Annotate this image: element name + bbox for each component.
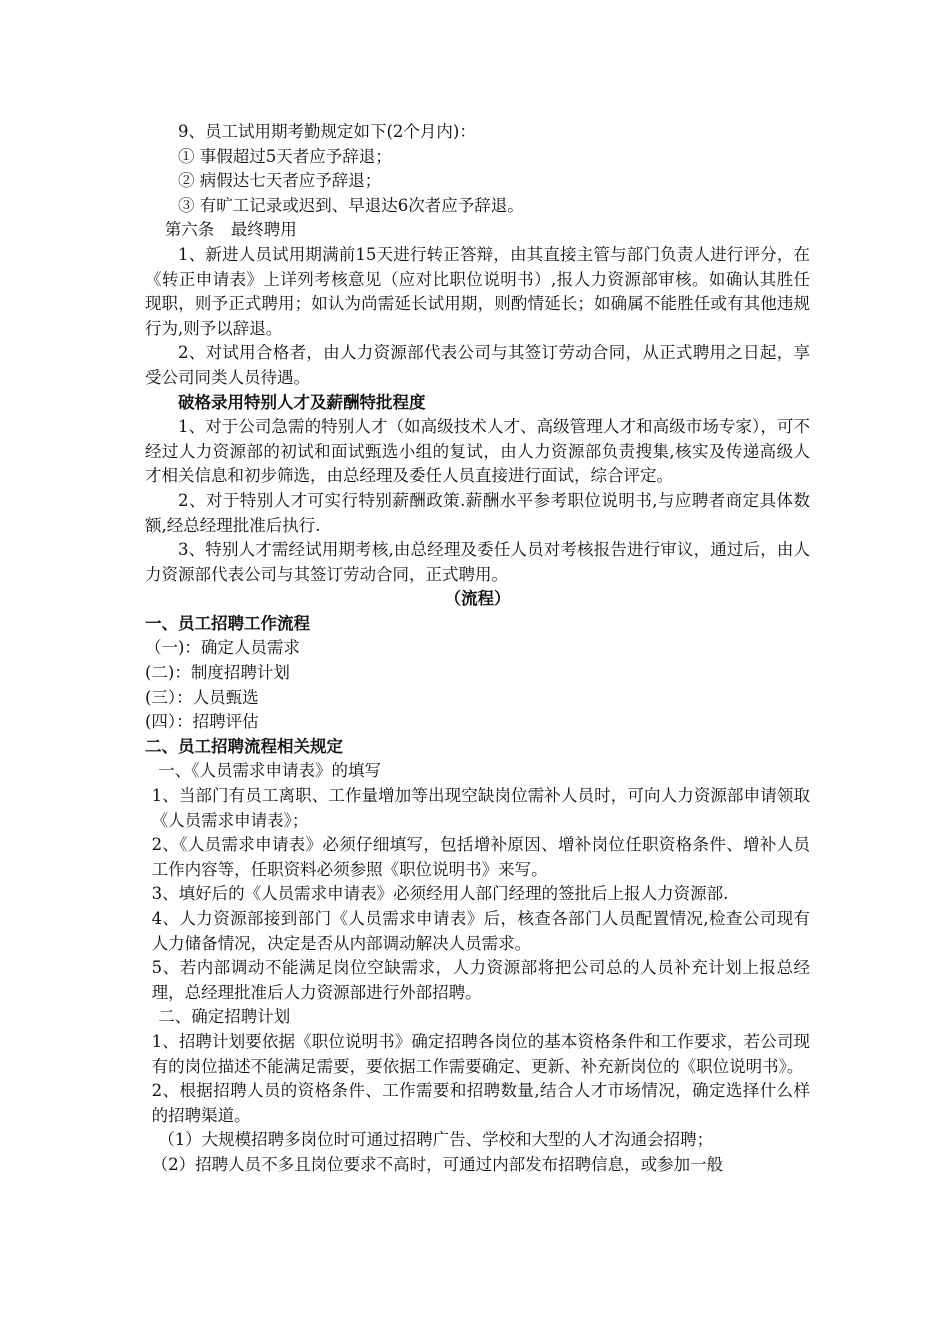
subsection-1-item-4: 4、人力资源部接到部门《人员需求申请表》后，核查各部门人员配置情况,检查公司现有人力储备情况，决定是否从内部调动解决人员需求。 [151, 909, 810, 953]
step-4: (四）：招聘评估 [145, 712, 259, 732]
step-2: (二)：制度招聘计划 [145, 663, 290, 683]
step-1: （一)：确定人员需求 [145, 638, 300, 658]
section-2-heading: 二、员工招聘流程相关规定 [145, 736, 343, 756]
step-3: (三）：人员甄选 [145, 687, 259, 707]
article-6-heading: 第六条 最终聘用 [164, 220, 297, 240]
channel-option-1: （1）大规模招聘多岗位时可通过招聘广告、学校和大型的人才沟通会招聘； [158, 1130, 714, 1150]
rule-sick-leave: ② 病假达七天者应予辞退； [178, 171, 382, 191]
section-1-heading: 一、员工招聘工作流程 [145, 613, 310, 633]
special-talent-item-1: 1、对于公司急需的特别人才（如高级技术人才、高级管理人才和高级市场专家），可不经过人力资源部的初试和面试甄选小组的复试，由人力资源部负责搜集,核实及传递高级人才相关信息和初步筛选，由总经理及委任人员直接进行面试，综合评定。 [145, 417, 810, 486]
special-talent-item-3: 3、特别人才需经试用期考核,由总经理及委任人员对考核报告进行审议，通过后，由人力资源部代表公司与其签订劳动合同，正式聘用。 [145, 540, 810, 584]
article-6-item-1: 1、新进人员试用期满前15天进行转正答辩，由其直接主管与部门负责人进行评分，在《转正申请表》上详列考核意见（应对比职位说明书）,报人力资源部审核。如确认其胜任现职，则予正式聘用；如认为尚需延长试用期，则酌情延长；如确属不能胜任或有其他违规行为,则予以辞退。 [145, 244, 810, 338]
rule-absence-late: ③ 有旷工记录或迟到、早退达6次者应予辞退。 [178, 195, 524, 215]
subsection-1-item-2: 2、《人员需求申请表》必须仔细填写，包括增补原因、增补岗位任职资格条件、增补人员工作内容等，任职资料必须参照《职位说明书》来写。 [151, 835, 810, 879]
rule-personal-leave: ① 事假超过5天者应予辞退； [178, 146, 392, 166]
subsection-1-item-5: 5、若内部调动不能满足岗位空缺需求，人力资源部将把公司总的人员补充计划上报总经理，总经理批准后人力资源部进行外部招聘。 [151, 958, 810, 1002]
subsection-2-item-2: 2、根据招聘人员的资格条件、工作需要和招聘数量,结合人才市场情况，确定选择什么样的招聘渠道。 [151, 1081, 810, 1125]
document-page [145, 120, 810, 1178]
subsection-1-item-1: 1、当部门有员工离职、工作量增加等出现空缺岗位需补人员时，可向人力资源部申请领取《人员需求申请表》； [151, 786, 810, 830]
special-talent-heading: 破格录用特别人才及薪酬特批程度 [178, 392, 426, 412]
special-talent-item-2: 2、对于特别人才可实行特别薪酬政策.薪酬水平参考职位说明书,与应聘者商定具体数额,经总经理批准后执行. [145, 490, 810, 535]
subsection-1-heading: 一、《人员需求申请表》的填写 [158, 761, 381, 781]
subsection-2-heading: 二、确定招聘计划 [158, 1007, 291, 1027]
subsection-1-item-3: 3、填好后的《人员需求申请表》必须经用人部门经理的签批后上报人力资源部. [151, 884, 729, 904]
article-6-item-2: 2、对试用合格者，由人力资源部代表公司与其签订劳动合同，从正式聘用之日起，享受公司同类人员待遇。 [145, 343, 810, 387]
subsection-2-item-1: 1、招聘计划要依据《职位说明书》确定招聘各岗位的基本资格条件和工作要求，若公司现有的岗位描述不能满足需要，要依据工作需要确定、更新、补充新岗位的《职位说明书》。 [151, 1031, 810, 1076]
process-title: （流程） [444, 589, 511, 609]
clause-9-probation-attendance: 9、员工试用期考勤规定如下(2个月内)： [178, 122, 476, 141]
channel-option-2: （2）招聘人员不多且岗位要求不高时，可通过内部发布招聘信息，或参加一般 [151, 1154, 724, 1174]
